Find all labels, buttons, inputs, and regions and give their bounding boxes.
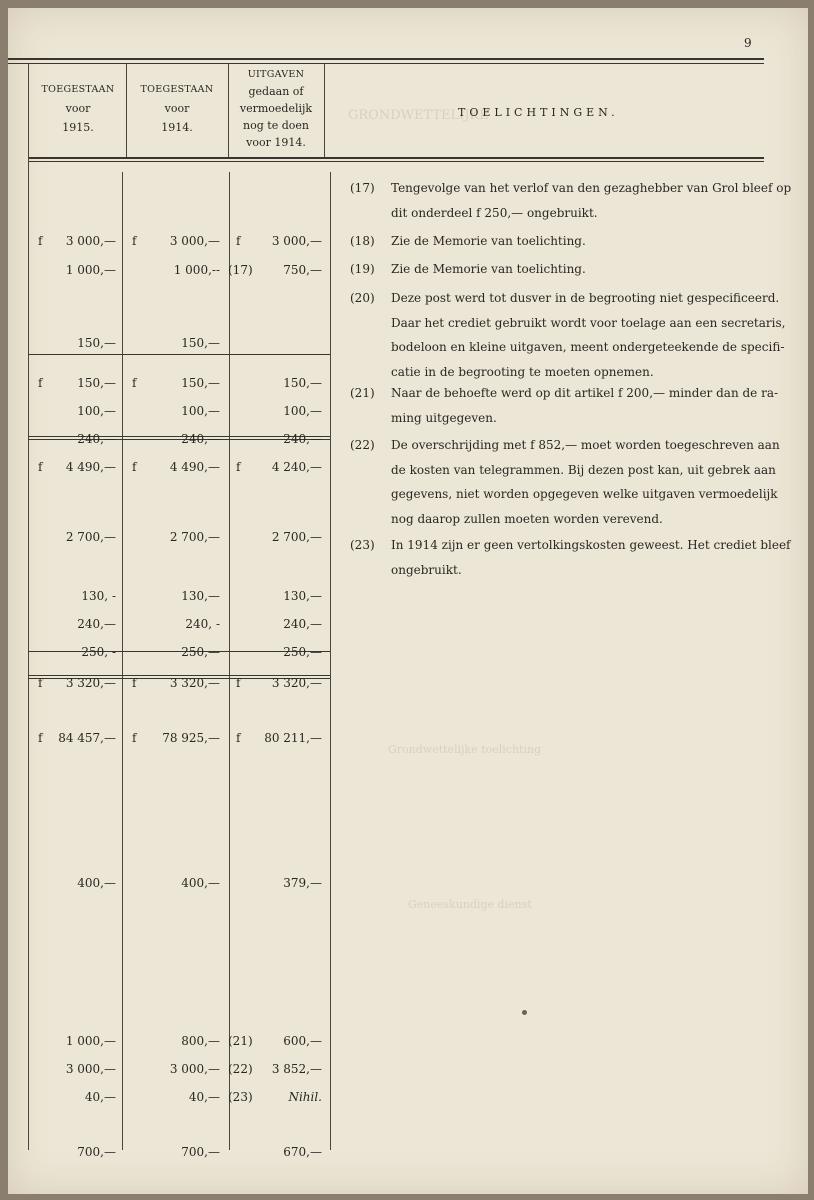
amount-expenses: 150,— <box>283 376 322 390</box>
amount-1914: 40,— <box>188 1090 220 1104</box>
amount-1915: 1 000,— <box>65 1034 116 1048</box>
amount-expenses: 250,— <box>283 645 322 659</box>
amount-1914: 100,— <box>181 404 220 418</box>
amount-1914: 240,— <box>181 432 220 446</box>
florin-sign: f <box>38 731 43 745</box>
amount-1914: 400,— <box>181 876 220 890</box>
subtotal-rule-1 <box>28 354 330 355</box>
amount-1914: 800,— <box>181 1034 220 1048</box>
florin-sign: f <box>132 376 137 390</box>
florin-sign: f <box>38 376 43 390</box>
amount-1915: 1 000,— <box>65 263 116 277</box>
amount-expenses: 240,— <box>283 617 322 631</box>
amount-1915: 3 000,— <box>65 234 116 248</box>
amount-1914: 1 000,-- <box>173 263 220 277</box>
note-text-line: Tengevolge van het verlof van den gezaghebber van Grol bleef op <box>391 181 792 195</box>
bleed-through-mark: GRONDWETTELIJKE <box>348 108 489 123</box>
florin-sign: f <box>132 460 137 474</box>
amount-expenses: 100,— <box>283 404 322 418</box>
amount-1914: 4 490,— <box>169 460 220 474</box>
florin-sign: f <box>132 676 137 690</box>
amount-expenses: 240,— <box>283 432 322 446</box>
bleed-through-mark-3: Geneeskundige dienst <box>408 898 532 911</box>
amount-1915: 3 000,— <box>65 1062 116 1076</box>
note-text-line: In 1914 zijn er geen vertolkingskosten geweest. Het crediet bleef <box>391 538 791 552</box>
page-number: 9 <box>744 36 752 50</box>
ink-dot <box>522 1010 527 1015</box>
note-text-line: catie in de begrooting te moeten opnemen. <box>391 364 654 379</box>
amount-1914: 130,— <box>181 589 220 603</box>
note-text-line: Zie de Memorie van toelichting. <box>391 262 586 276</box>
bleed-through-mark-2: Grondwettelijke toelichting <box>388 743 542 756</box>
header-col4-title: TOELICHTINGEN. <box>458 106 619 119</box>
note-text-line: Deze post werd tot dusver in de begrooting niet gespecificeerd. <box>391 291 780 305</box>
header-col1-line2: voor <box>65 102 91 115</box>
amount-expenses: 80 211,— <box>264 731 322 745</box>
amount-1915: 130, - <box>81 589 116 603</box>
amount-1914: 150,— <box>181 376 220 390</box>
amount-expenses: 379,— <box>283 876 322 890</box>
col-line-a <box>28 64 29 1150</box>
header-col3-line4: nog te doen <box>243 119 309 132</box>
header-col1-title: TOEGESTAAN <box>41 84 115 95</box>
header-col3-line3: vermoedelijk <box>239 102 313 115</box>
amount-1915: 250, - <box>81 645 116 659</box>
header-col3 <box>228 66 324 151</box>
header-col3-line5: voor 1914. <box>246 136 306 149</box>
note-text-line: dit onderdeel f 250,— ongebruikt. <box>391 205 598 220</box>
header-col1-line3: 1915. <box>62 121 94 134</box>
col-line-b <box>126 64 127 157</box>
amount-1915: 4 490,— <box>65 460 116 474</box>
note-reference: (23) <box>228 1090 253 1104</box>
amount-1915: 240,— <box>77 617 116 631</box>
amount-1915: 150,— <box>77 336 116 350</box>
amount-1915: 2 700,— <box>65 530 116 544</box>
amount-1915: 700,— <box>77 1145 116 1159</box>
florin-sign: f <box>38 460 43 474</box>
header-col3-title: UITGAVEN <box>247 69 305 80</box>
amount-expenses: 3 320,— <box>271 676 322 690</box>
header-col2 <box>126 80 228 137</box>
amount-1915: 40,— <box>84 1090 116 1104</box>
florin-sign: f <box>132 731 137 745</box>
note-reference: (21) <box>228 1034 253 1048</box>
florin-sign: f <box>38 676 43 690</box>
header-col2-line3: 1914. <box>161 121 193 134</box>
note-text-line: de kosten van telegrammen. Bij dezen post kan, uit gebrek aan <box>391 462 776 477</box>
note-reference: (17) <box>228 263 253 277</box>
note-number: (19) <box>350 262 375 276</box>
col-line-c-body <box>229 172 230 1150</box>
amount-1915: 400,— <box>77 876 116 890</box>
top-rule-thin <box>8 63 764 64</box>
note-text-line: Naar de behoefte werd op dit artikel f 200,— minder dan de ra- <box>391 386 779 400</box>
amount-expenses: 3 000,— <box>271 234 322 248</box>
note-number: (20) <box>350 291 375 305</box>
header-col2-title: TOEGESTAAN <box>140 84 214 95</box>
amount-1915: 100,— <box>77 404 116 418</box>
amount-1914: 150,— <box>181 336 220 350</box>
note-number: (23) <box>350 538 375 552</box>
col-line-d-body <box>330 172 331 1150</box>
header-col3-line2: gedaan of <box>248 85 304 98</box>
note-number: (22) <box>350 438 375 452</box>
amount-1914: 250,— <box>181 645 220 659</box>
amount-expenses: 3 852,— <box>271 1062 322 1076</box>
amount-1915: 84 457,— <box>58 731 116 745</box>
note-text-line: Zie de Memorie van toelichting. <box>391 234 586 248</box>
amount-expenses: 670,— <box>283 1145 322 1159</box>
note-number: (18) <box>350 234 375 248</box>
header-rule-thin <box>28 161 764 162</box>
note-number: (21) <box>350 386 375 400</box>
note-text-line: bodeloon en kleine uitgaven, meent ondergeteekende de specifi- <box>391 340 785 354</box>
florin-sign: f <box>236 234 241 248</box>
note-text-line: gegevens, niet worden opgegeven welke uitgaven vermoedelijk <box>391 487 778 501</box>
col-line-b-body <box>122 172 123 1150</box>
note-text-line: nog daarop zullen moeten worden verevend. <box>391 511 663 526</box>
amount-expenses: 600,— <box>283 1034 322 1048</box>
amount-1914: 700,— <box>181 1145 220 1159</box>
note-text-line: Daar het crediet gebruikt wordt voor toelage aan een secretaris, <box>391 315 786 330</box>
header-rule <box>28 157 764 159</box>
note-text-line: De overschrijding met f 852,— moet worden toegeschreven aan <box>391 438 780 452</box>
amount-1915: 240,— <box>77 432 116 446</box>
florin-sign: f <box>132 234 137 248</box>
amount-1915: 150,— <box>77 376 116 390</box>
amount-1914: 3 320,— <box>169 676 220 690</box>
amount-1914: 2 700,— <box>169 530 220 544</box>
col-line-c <box>228 64 229 157</box>
amount-1914: 3 000,— <box>169 1062 220 1076</box>
amount-expenses: 750,— <box>283 263 322 277</box>
amount-1915: 3 320,— <box>65 676 116 690</box>
florin-sign: f <box>236 731 241 745</box>
florin-sign: f <box>38 234 43 248</box>
amount-1914: 3 000,— <box>169 234 220 248</box>
note-reference: (22) <box>228 1062 253 1076</box>
amount-1914: 240, - <box>185 617 220 631</box>
florin-sign: f <box>236 460 241 474</box>
document-page <box>8 8 808 1194</box>
amount-expenses: 2 700,— <box>271 530 322 544</box>
florin-sign: f <box>236 676 241 690</box>
amount-expenses: Nihil. <box>288 1090 322 1104</box>
top-rule <box>8 58 764 60</box>
note-text-line: ming uitgegeven. <box>391 410 497 425</box>
header-col2-line2: voor <box>164 102 190 115</box>
note-number: (17) <box>350 181 375 195</box>
note-text-line: ongebruikt. <box>391 562 462 577</box>
amount-expenses: 4 240,— <box>271 460 322 474</box>
amount-expenses: 130,— <box>283 589 322 603</box>
amount-1914: 78 925,— <box>162 731 220 745</box>
col-line-d <box>324 64 325 157</box>
header-col1 <box>30 80 126 137</box>
